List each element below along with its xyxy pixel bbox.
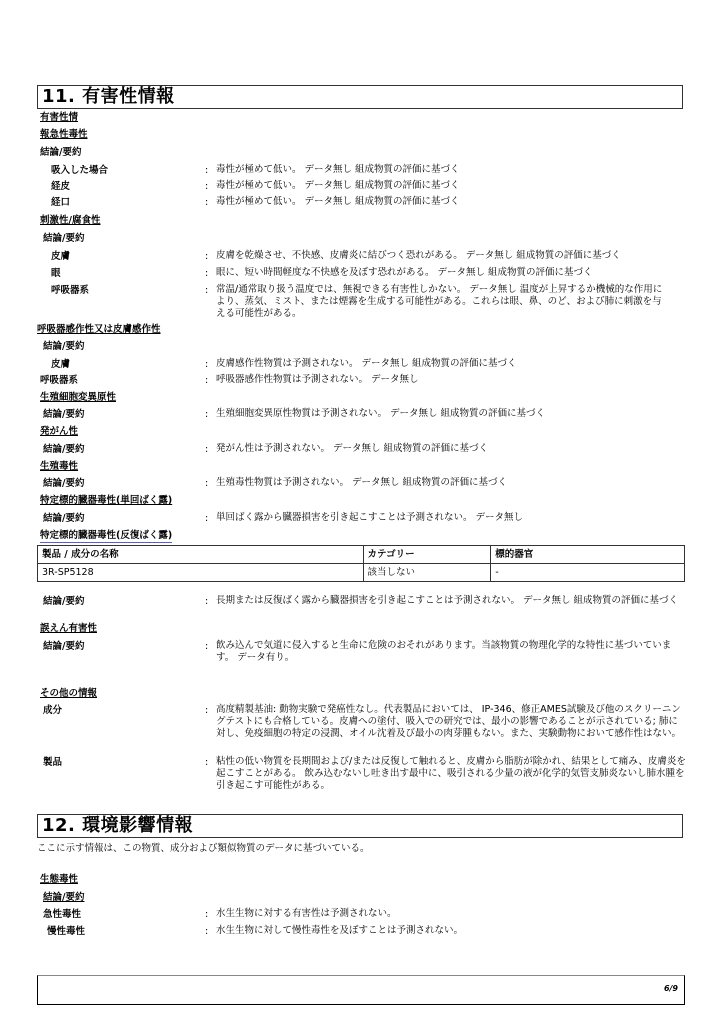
sensitization-skin-row	[0, 358, 722, 371]
page-number: 6/9	[663, 984, 678, 993]
stot-single-value: 単回ばく露から臓器損害を引き起こすことは予測されない。 データ無し	[216, 512, 524, 523]
stot-repeat-heading: 特定標的臓器毒性(反復ばく露)	[40, 530, 173, 541]
reproductive-value: 生殖毒性物質は予測されない。 データ無し 組成物質の評価に基づく	[216, 477, 508, 488]
section-12-intro: ここに示す情報は、この物質、成分および類似物質のデータに基づいている。	[37, 843, 370, 854]
sensitization-heading: 呼吸器感作性又は皮膚感作性	[37, 324, 161, 335]
irritation-item-label: 皮膚	[51, 251, 71, 262]
acute-item-row	[0, 164, 722, 177]
acute-item-row	[0, 180, 722, 193]
sensitization-conclusion-label: 結論/要約	[43, 341, 85, 352]
colon: :	[205, 641, 209, 652]
carcinogenicity-heading: 発がん性	[40, 426, 79, 437]
section-11-heading: 11. 有害性情報	[37, 85, 683, 109]
sensitization-resp-label: 呼吸器系	[40, 375, 79, 386]
sensitization-skin-label: 皮膚	[51, 359, 71, 370]
table-header-row	[38, 546, 685, 564]
irritation-item-label: 呼吸器系	[51, 285, 90, 296]
acute-item-label: 経皮	[51, 181, 71, 192]
colon: :	[205, 909, 209, 920]
colon: :	[205, 165, 209, 176]
irritation-conclusion-label: 結論/要約	[43, 233, 85, 244]
ecotox-conclusion-label: 結論/要約	[43, 892, 85, 903]
irritation-item-value: 眼に、短い時間軽度な不快感を及ぼす恐れがある。 データ無し 組成物質の評価に基づく	[216, 267, 593, 278]
reproductive-conclusion-row	[0, 477, 722, 490]
hazard-info-heading: 有害性情	[40, 112, 79, 123]
stot-repeat-table	[37, 545, 685, 582]
acute-item-label: 経口	[51, 197, 71, 208]
irritation-item-row	[0, 250, 722, 263]
acute-item-row	[0, 196, 722, 209]
colon: :	[205, 513, 209, 524]
mutagenicity-heading: 生殖細胞変異原性	[40, 392, 117, 403]
irritation-item-row	[0, 284, 722, 319]
reproductive-label: 結論/要約	[43, 478, 85, 489]
reproductive-row	[0, 460, 722, 473]
ecotox-conclusion-row	[0, 891, 722, 904]
stot-repeat-label: 結論/要約	[43, 596, 85, 607]
irritation-item-value: 常温/通常取り扱う温度では、無視できる有害性しかない。 データ無し 温度が上昇するか機械的な作用により、蒸気、ミスト、または煙霧を生成する可能性がある。これらは眼、鼻、のど、および肺に刺激を与える可能性がある。	[216, 284, 663, 319]
aspiration-heading: 誤えん有害性	[40, 623, 98, 634]
ecotox-row	[0, 873, 722, 886]
sensitization-row	[0, 323, 722, 336]
table-header-cell: カテゴリー	[363, 546, 491, 564]
acute-conclusion-row	[0, 146, 722, 159]
mutagenicity-label: 結論/要約	[43, 409, 85, 420]
other-info-heading: その他の情報	[40, 688, 98, 699]
hazard-info-row	[0, 111, 722, 124]
other-item-value: 高度精製基油: 動物実験で発癌性なし。代表製品においては、 IP-346、修正AMES試験及び他のスクリーニングテストにも合格している。皮膚への塗付、吸入での研究では、最小の影響であることが示されている; 肺に対し、免疫細胞の特定の浸潤、オイル沈着及び最小の肉芽腫もない。また、実験動物において感作性はない。	[216, 704, 682, 739]
section-12-intro-row	[0, 842, 722, 855]
irritation-heading: 刺激性/腐食性	[40, 215, 101, 226]
carcinogenicity-value: 発がん性は予測されない。 データ無し 組成物質の評価に基づく	[216, 443, 489, 454]
stot-repeat-value: 長期または反復ばく露から臓器損害を引き起こすことは予測されない。 データ無し 組成物質の評価に基づく	[216, 595, 679, 606]
colon: :	[205, 596, 209, 607]
colon: :	[205, 757, 209, 768]
carcinogenicity-row	[0, 425, 722, 438]
aspiration-value: 飲み込んで気道に侵入すると生命に危険のおそれがあります。当該物質の物理化学的な特性に基づいています。 データ有り。	[216, 640, 672, 663]
colon: :	[205, 375, 209, 386]
irritation-item-value: 皮膚を乾燥させ、不快感、皮膚炎に結びつく恐れがある。 データ無し 組成物質の評価に基づく	[216, 250, 621, 261]
table-header-cell: 標的器官	[491, 546, 685, 564]
mutagenicity-row	[0, 391, 722, 404]
aspiration-label: 結論/要約	[43, 641, 85, 652]
colon: :	[205, 478, 209, 489]
acute-item-label: 吸入した場合	[51, 165, 109, 176]
stot-single-row	[0, 494, 722, 507]
stot-repeat-row	[0, 529, 722, 542]
aspiration-conclusion-row	[0, 640, 722, 663]
page-footer	[37, 975, 685, 1005]
acute-conclusion-label: 結論/要約	[40, 147, 82, 158]
ecotox-item-label: 慢性毒性	[47, 926, 86, 937]
acute-toxicity-row	[0, 128, 722, 141]
colon: :	[205, 359, 209, 370]
colon: :	[205, 926, 209, 937]
other-item-row	[0, 756, 722, 791]
acute-item-value: 毒性が極めて低い。 データ無し 組成物質の評価に基づく	[216, 196, 460, 207]
colon: :	[205, 251, 209, 262]
other-item-value: 粘性の低い物質を長期間および/または反復して触れると、皮膚から脂肪が除かれ、結果として痛み、皮膚炎を起こすことがある。 飲み込むないし吐き出す最中に、吸引される少量の液が化学的気管支肺炎ないし肺水腫を引き起こす可能性がある。	[216, 756, 686, 791]
sensitization-resp-value: 呼吸器感作性物質は予測されない。 データ無し	[216, 374, 419, 385]
colon: :	[205, 268, 209, 279]
table-cell: -	[491, 564, 685, 582]
ecotox-item-row	[0, 925, 722, 938]
acute-toxicity-heading: 報急性毒性	[40, 129, 88, 140]
colon: :	[205, 705, 209, 716]
ecotox-item-label: 急性毒性	[43, 909, 82, 920]
stot-single-label: 結論/要約	[43, 513, 85, 524]
stot-single-conclusion-row	[0, 512, 722, 525]
colon: :	[205, 181, 209, 192]
aspiration-row	[0, 622, 722, 635]
colon: :	[205, 285, 209, 296]
section-12-heading: 12. 環境影響情報	[37, 814, 683, 838]
ecotox-item-value: 水生生物に対する有害性は予測されない。	[216, 908, 397, 919]
irritation-row	[0, 214, 722, 227]
irritation-conclusion-row	[0, 232, 722, 245]
mutagenicity-value: 生殖細胞変異原性物質は予測されない。 データ無し 組成物質の評価に基づく	[216, 408, 546, 419]
colon: :	[205, 444, 209, 455]
stot-repeat-conclusion-row	[0, 595, 722, 608]
carcinogenicity-conclusion-row	[0, 443, 722, 456]
table-row	[38, 564, 685, 582]
colon: :	[205, 197, 209, 208]
carcinogenicity-label: 結論/要約	[43, 444, 85, 455]
acute-item-value: 毒性が極めて低い。 データ無し 組成物質の評価に基づく	[216, 180, 460, 191]
table-header-cell: 製品 / 成分の名称	[38, 546, 364, 564]
other-item-label: 製品	[43, 757, 63, 768]
ecotox-item-value: 水生生物に対して慢性毒性を及ぼすことは予測されない。	[216, 925, 464, 936]
colon: :	[205, 409, 209, 420]
ecotox-heading: 生態毒性	[40, 874, 79, 885]
mutagenicity-conclusion-row	[0, 408, 722, 421]
ecotox-item-row	[0, 908, 722, 921]
acute-item-value: 毒性が極めて低い。 データ無し 組成物質の評価に基づく	[216, 164, 460, 175]
sensitization-skin-value: 皮膚感作性物質は予測されない。 データ無し 組成物質の評価に基づく	[216, 358, 517, 369]
irritation-item-row	[0, 267, 722, 280]
table-cell: 該当しない	[363, 564, 491, 582]
other-item-row	[0, 704, 722, 739]
stot-single-heading: 特定標的臓器毒性(単回ばく露)	[40, 495, 173, 506]
sensitization-resp-row	[0, 374, 722, 387]
other-item-label: 成分	[43, 705, 63, 716]
other-info-row	[0, 687, 722, 700]
table-cell: 3R-SP5128	[38, 564, 364, 582]
sensitization-conclusion-row	[0, 340, 722, 353]
irritation-item-label: 眼	[51, 268, 61, 279]
reproductive-heading: 生殖毒性	[40, 461, 79, 472]
